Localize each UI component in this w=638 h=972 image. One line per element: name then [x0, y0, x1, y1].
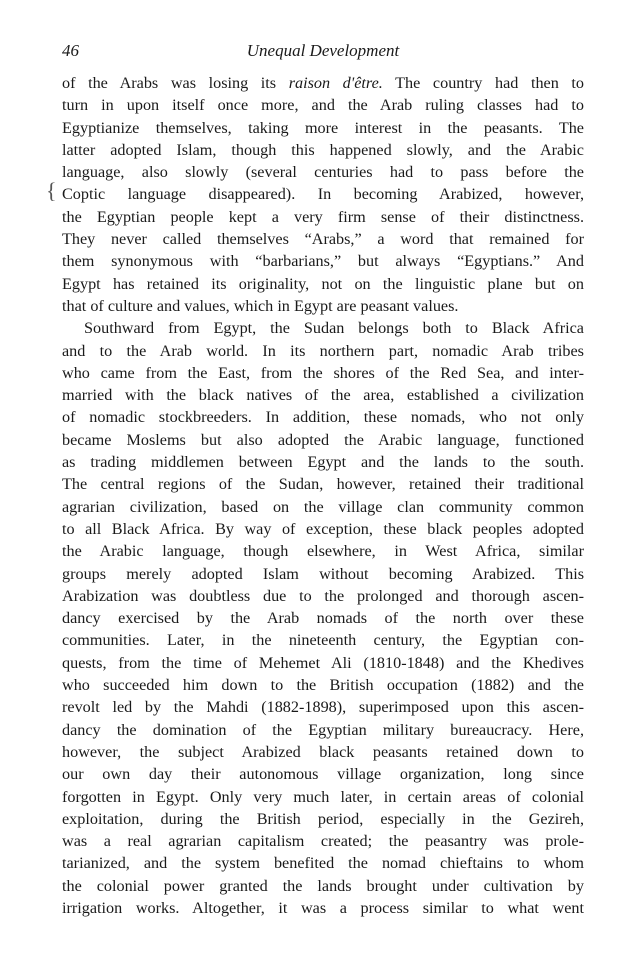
paragraph [62, 72, 584, 317]
text-line: who came from the East, from the shores of the Red Sea, and inter- [62, 363, 584, 382]
text-line: exploitation, during the British period, especially in the Gezireh, [62, 809, 584, 828]
text-line: Arabization was doubtless due to the prolonged and thorough ascen- [62, 586, 584, 605]
text-line: the colonial power granted the lands brought under cultivation by [62, 876, 584, 895]
text-line: the Egyptian people kept a very firm sense of their distinctness. [62, 207, 584, 226]
text-line: tarianized, and the system benefited the nomad chieftains to whom [62, 854, 584, 873]
text-line: communities. Later, in the nineteenth century, the Egyptian con- [62, 631, 584, 650]
text-line: Coptic language disappeared). In becoming Arabized, however, [62, 185, 584, 204]
text-line: dancy exercised by the Arab nomads of the north over these [62, 609, 584, 628]
text-line: that of culture and values, which in Egypt are peasant values. [62, 296, 459, 315]
text-line: to all Black Africa. By way of exception, these black peoples adopted [62, 519, 584, 538]
italic-phrase: raison d'être. [288, 74, 383, 92]
text-line: groups merely adopted Islam without becoming Arabized. This [62, 564, 584, 583]
text-line: married with the black natives of the area, established a civilization [62, 386, 584, 405]
text-line: the Arabic language, though elsewhere, in West Africa, similar [62, 542, 584, 561]
text-line: became Moslems but also adopted the Arabic language, functioned [62, 430, 584, 449]
text-line: Southward from Egypt, the Sudan belongs both to Black Africa [84, 319, 584, 338]
running-title: Unequal Development [246, 41, 400, 60]
text-line: our own day their autonomous village organization, long since [62, 765, 584, 784]
text-line: turn in upon itself once more, and the Arab ruling classes had to [62, 96, 584, 115]
text-line: Egyptianize themselves, taking more interest in the peasants. The [62, 118, 584, 137]
text-line: dancy the domination of the Egyptian military bureaucracy. Here, [62, 720, 584, 739]
text-line: irrigation works. Altogether, it was a process similar to what went [62, 898, 584, 917]
text-line: was a real agrarian capitalism created; the peasantry was prole- [62, 832, 584, 851]
text-line: who succeeded him down to the British occupation (1882) and the [62, 676, 584, 695]
text-line: latter adopted Islam, though this happened slowly, and the Arabic [62, 140, 584, 159]
text-line: quests, from the time of Mehemet Ali (1810-1848) and the Khedives [62, 653, 584, 672]
text-line: and to the Arab world. In its northern part, nomadic Arab tribes [62, 341, 584, 360]
running-head [62, 41, 584, 63]
text-line: forgotten in Egypt. Only very much later, in certain areas of colonial [62, 787, 584, 806]
text-line: language, also slowly (several centuries had to pass before the [62, 163, 584, 182]
body-text [62, 72, 584, 919]
paragraph [62, 317, 584, 919]
text-line: agrarian civilization, based on the village clan community common [62, 497, 584, 516]
text-line: They never called themselves “Arabs,” a word that remained for [62, 230, 584, 249]
text-line: The central regions of the Sudan, however, retained their traditional [62, 475, 584, 494]
margin-bracket-mark: { [46, 178, 57, 203]
text-line: revolt led by the Mahdi (1882-1898), superimposed upon this ascen- [62, 698, 584, 717]
text-line: them synonymous with “barbarians,” but always “Egyptians.” And [62, 252, 584, 271]
text-line: Egypt has retained its originality, not on the linguistic plane but on [62, 274, 584, 293]
text-line: as trading middlemen between Egypt and the lands to the south. [62, 453, 584, 472]
page-number: 46 [62, 41, 79, 60]
text-line: of nomadic stockbreeders. In addition, these nomads, who not only [62, 408, 584, 427]
text-line: however, the subject Arabized black peasants retained down to [62, 742, 584, 761]
text-line: of the Arabs was losing its raison d'être. The country had then to [62, 74, 585, 92]
